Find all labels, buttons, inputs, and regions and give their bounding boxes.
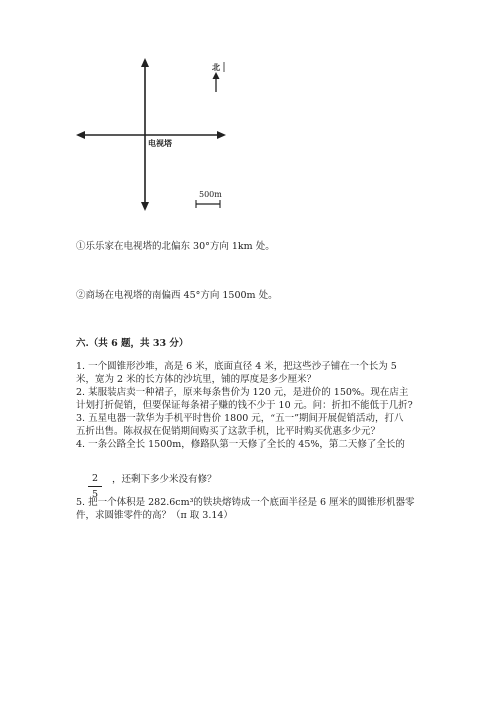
axis-arrow-up	[141, 58, 149, 67]
q5-line2: 件，求圆锥零件的高？（π 取 3.14）	[76, 510, 233, 521]
north-label: 北	[212, 62, 220, 72]
q2-line1: 2. 某服装店卖一种裙子，原来每条售价为 120 元，是进价的 150%。现在店主	[76, 387, 409, 398]
q4-line1: 4. 一条公路全长 1500m，修路队第一天修了全长的 45%，第二天修了全长的	[76, 439, 405, 450]
q4-fraction-numerator: 2	[91, 473, 99, 484]
axis-arrow-right	[217, 131, 226, 139]
q4-line2: ，还剩下多少米没有修？	[112, 474, 217, 485]
q4-fraction-denominator: 5	[91, 489, 99, 500]
task-a: ①乐乐家在电视塔的北偏东 30°方向 1km 处。	[76, 241, 275, 252]
q1-line1: 1. 一个圆锥形沙堆，高是 6 米，底面直径 4 米，把这些沙子铺在一个长为 5	[76, 361, 397, 372]
q4-fraction-bar	[88, 486, 102, 487]
q2-line2: 计划打折促销，但要保证每条裙子赚的钱不少于 10 元。问：折扣不能低于几折?	[76, 400, 413, 411]
direction-diagram	[0, 0, 500, 230]
q5-line1: 5. 把一个体积是 282.6cm³的铁块熔铸成一个底面半径是 6 厘米的圆锥形机器零	[76, 497, 415, 508]
q3-line1: 3. 五星电器一款华为手机平时售价 1800 元，“五一”期间开展促销活动，打八	[76, 413, 404, 424]
axis-arrow-left	[76, 131, 85, 139]
scale-label: 500m	[199, 190, 222, 199]
q1-line2: 米，宽为 2 米的长方体的沙坑里，铺的厚度是多少厘米？	[76, 374, 317, 385]
task-b: ②商场在电视塔的南偏西 45°方向 1500m 处。	[76, 290, 278, 301]
axis-arrow-down	[141, 202, 149, 211]
q3-line2: 五折出售。陈叔叔在促销期间购买了这款手机，比平时购买优惠多少元？	[76, 426, 381, 437]
section-title: 六.（共 6 题，共 33 分）	[76, 338, 189, 349]
tower-label: 电视塔	[148, 138, 172, 148]
